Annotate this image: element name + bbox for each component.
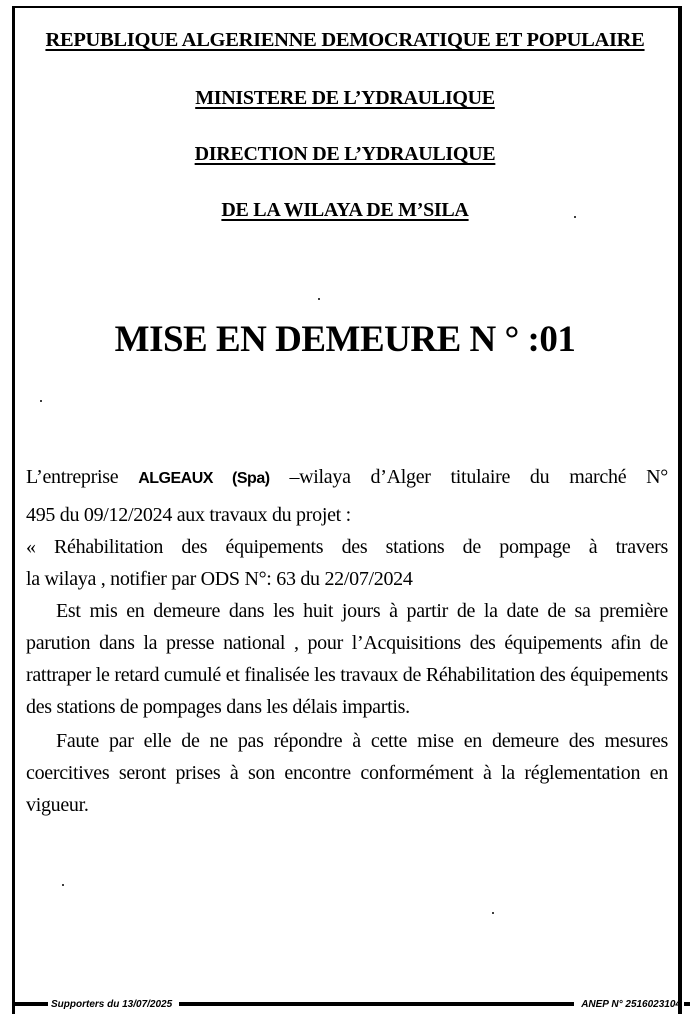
print-speck bbox=[492, 912, 494, 914]
company-name: ALGEAUX (Spa) bbox=[138, 470, 270, 487]
footer-rule-left bbox=[14, 1002, 48, 1006]
header-wilaya: DE LA WILAYA DE M’SILA bbox=[221, 199, 469, 221]
body-line-3: « Réhabilitation des équipements des stations de pompage à travers bbox=[26, 536, 668, 558]
print-speck bbox=[318, 298, 320, 300]
header-direction: DIRECTION DE L’YDRAULIQUE bbox=[194, 143, 496, 165]
footer-rule-middle bbox=[179, 1002, 574, 1006]
body-line-1-prefix: L’entreprise bbox=[26, 466, 139, 488]
body-line-4: la wilaya , notifier par ODS N°: 63 du 22/07/2024 bbox=[26, 568, 413, 590]
body-line-1 bbox=[26, 461, 668, 493]
print-speck bbox=[40, 400, 42, 402]
footer-source: Supporters du 13/07/2025 bbox=[51, 998, 173, 1010]
document-title: MISE EN DEMEURE N ° :01 bbox=[114, 319, 576, 360]
notice-body bbox=[26, 461, 668, 821]
body-line-1-suffix: –wilaya d’Alger titulaire du marché N° bbox=[269, 466, 669, 488]
header-ministry: MINISTERE DE L’YDRAULIQUE bbox=[195, 87, 495, 109]
footer-rule-right bbox=[684, 1002, 690, 1006]
body-paragraph-2: Faute par elle de ne pas répondre à cette mise en demeure des mesures coercitives seront prises à son encontre conformément à la réglementation en vigueur. bbox=[26, 730, 668, 816]
header-republic: REPUBLIQUE ALGERIENNE DEMOCRATIQUE ET POPULAIRE bbox=[45, 29, 645, 51]
footer-anep-number: ANEP N° 2516023104 bbox=[581, 998, 681, 1010]
print-speck bbox=[574, 216, 576, 218]
print-speck bbox=[62, 884, 64, 886]
body-paragraph-1: Est mis en demeure dans les huit jours à partir de la date de sa première parution dans la presse national , pour l’Acquisitions des équipements afin de rattraper le retard cumulé et finalisée les travaux de Réhabilitation des équipements des stations de pompages dans les délais impartis. bbox=[26, 600, 668, 718]
body-line-2: 495 du 09/12/2024 aux travaux du projet : bbox=[26, 504, 351, 526]
footer-bar bbox=[14, 996, 690, 1012]
